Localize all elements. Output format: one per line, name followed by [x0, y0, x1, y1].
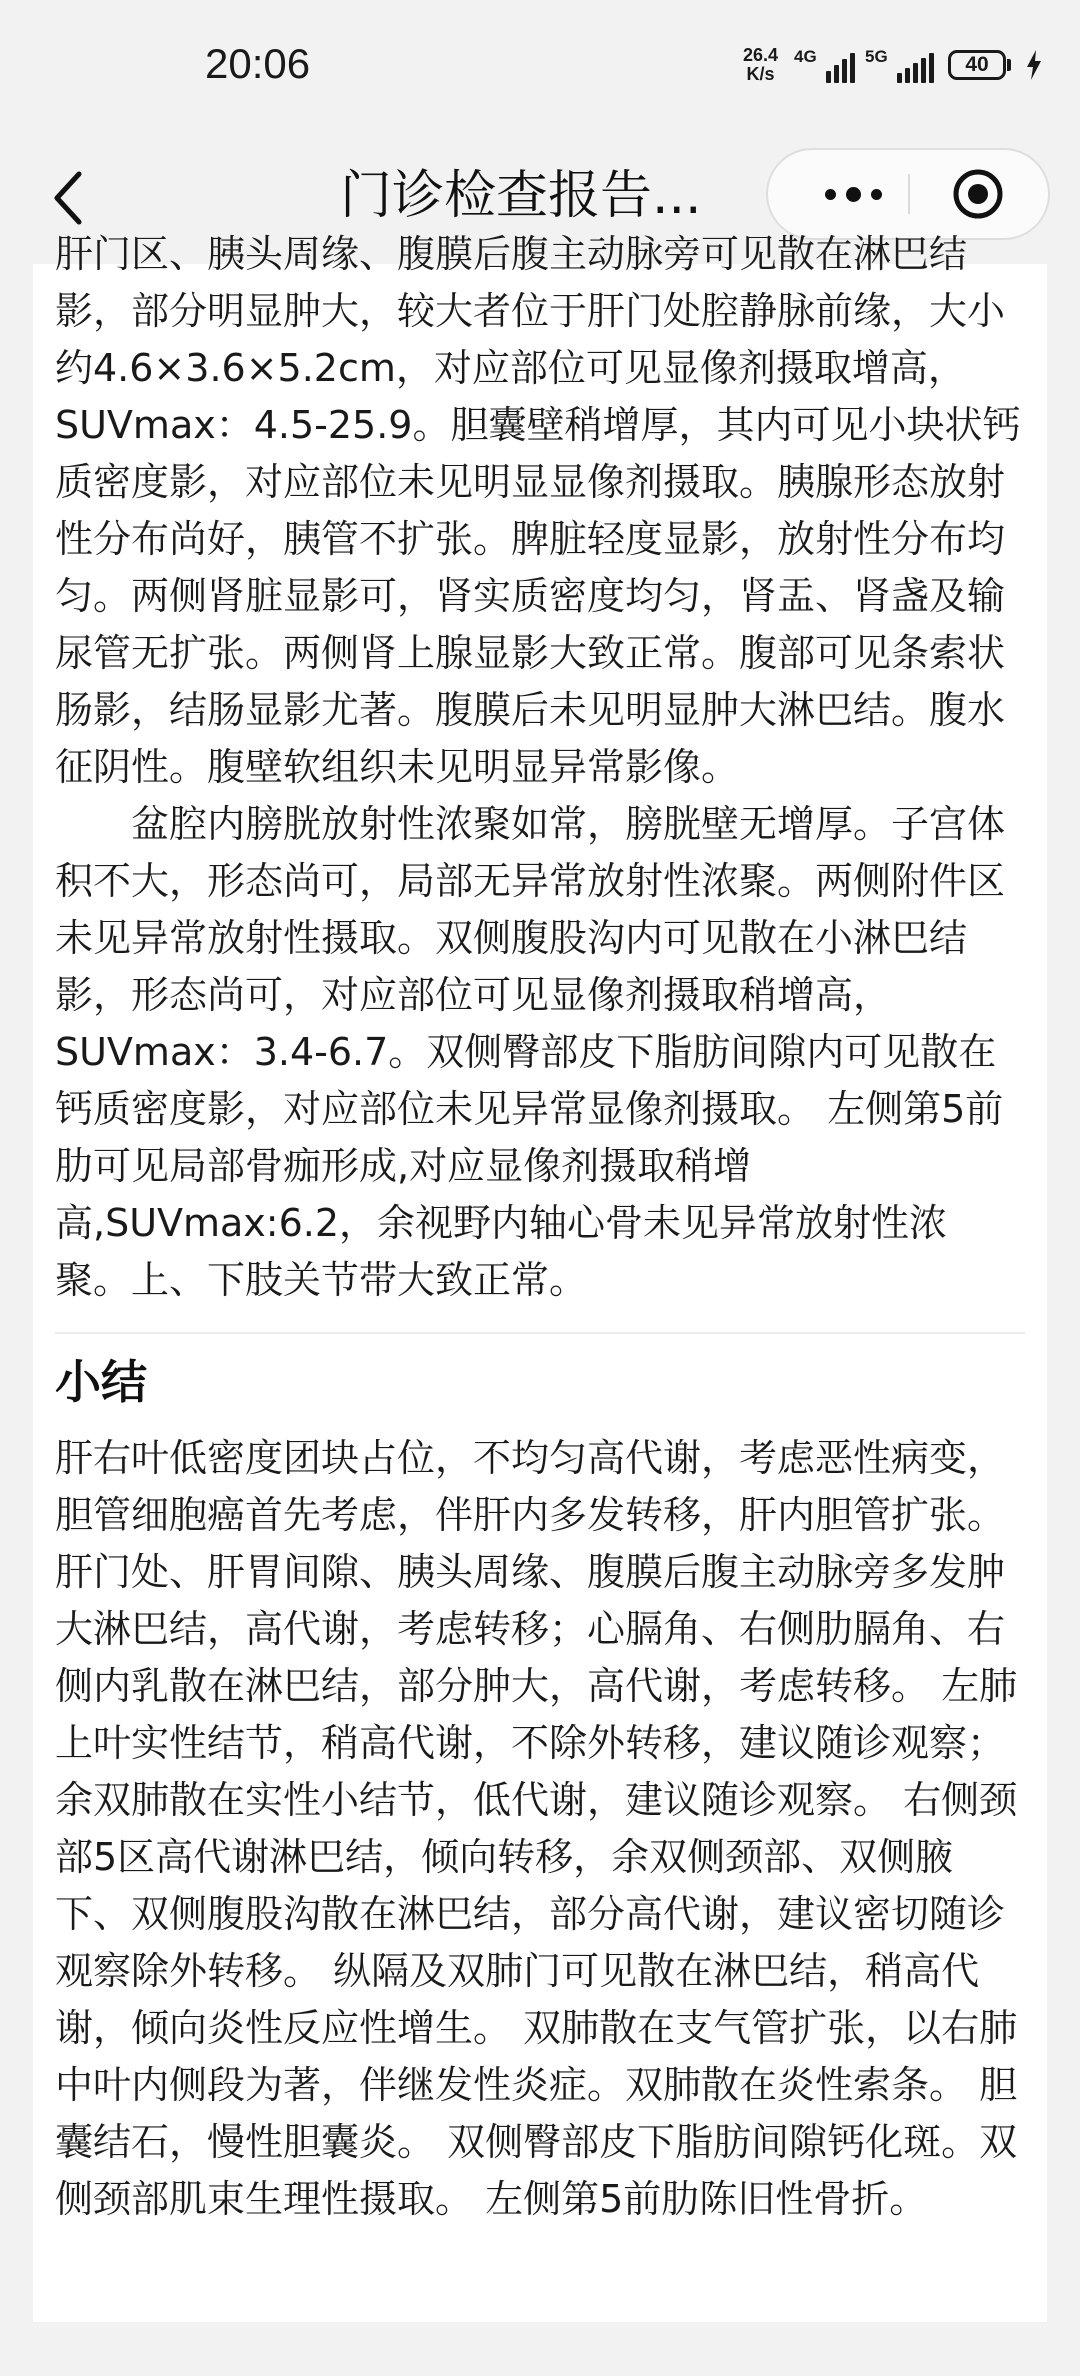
signal-5g-icon: [865, 47, 934, 83]
page-title: 门诊检查报告...: [340, 166, 702, 226]
signal-5g-label: 5G: [865, 47, 888, 66]
signal-4g-icon: [794, 47, 855, 83]
capsule-divider: [908, 174, 910, 214]
target-circle-icon[interactable]: [952, 168, 1004, 220]
status-icons: [743, 46, 1042, 84]
status-bar: [0, 0, 1080, 140]
more-button[interactable]: [808, 150, 898, 238]
battery-icon: [948, 50, 1011, 80]
network-speed: [743, 46, 778, 84]
signal-4g-label: 4G: [794, 47, 817, 66]
section-divider: [55, 1332, 1025, 1334]
bolt-icon: [1026, 50, 1042, 80]
abdomen-findings: 肝门区、胰头周缘、腹膜后腹主动脉旁可见散在淋巴结影，部分明显肿大，较大者位于肝门处腔静脉前缘，大小约4.6×3.6×5.2cm，对应部位可见显像剂摄取增高，SUVmax：4.5-25.9。胆囊壁稍增厚，其内可见小块状钙质密度影，对应部位未见明显显像剂摄取。胰腺形态放射性分布尚好，胰管不扩张。脾脏轻度显影，放射性分布均匀。两侧肾脏显影可，肾实质密度均匀，肾盂、肾盏及输尿管无扩张。两侧肾上腺显影大致正常。腹部可见条索状肠影，结肠显影尤著。腹膜后未见明显肿大淋巴结。腹水征阴性。腹壁软组织未见明显异常影像。: [55, 232, 1021, 789]
more-dots-icon: [825, 189, 836, 200]
battery-level: 40: [965, 53, 989, 76]
back-button[interactable]: [38, 162, 98, 234]
chevron-left-icon: [51, 170, 85, 226]
summary-heading: 小结: [55, 1355, 147, 1409]
report-card: [33, 232, 1047, 2322]
status-time: 20:06: [205, 40, 311, 87]
network-speed-unit: K/s: [746, 64, 775, 84]
pelvis-findings: 盆腔内膀胱放射性浓聚如常，膀胱壁无增厚。子宫体积不大，形态尚可，局部无异常放射性浓聚。两侧附件区未见异常放射性摄取。双侧腹股沟内可见散在小淋巴结影，形态尚可，对应部位可见显像剂摄取稍增高，SUVmax：3.4-6.7。双侧臀部皮下脂肪间隙内可见散在钙质密度影，对应部位未见异常显像剂摄取。 左侧第5前肋可见局部骨痂形成,对应显像剂摄取稍增高,SUVmax:6.2，余视野内轴心骨未见异常放射性浓聚。上、下肢关节带大致正常。: [55, 802, 1006, 1302]
network-speed-value: 26.4: [742, 45, 778, 65]
summary-text: 肝右叶低密度团块占位，不均匀高代谢，考虑恶性病变，胆管细胞癌首先考虑，伴肝内多发转移，肝内胆管扩张。 肝门处、肝胃间隙、胰头周缘、腹膜后腹主动脉旁多发肿大淋巴结，高代谢，考虑转移；心膈角、右侧肋膈角、右侧内乳散在淋巴结，部分肿大，高代谢，考虑转移。 左肺上叶实性结节，稍高代谢，不除外转移，建议随诊观察；余双肺散在实性小结节，低代谢，建议随诊观察。 右侧颈部5区高代谢淋巴结，倾向转移，余双侧颈部、双侧腋下、双侧腹股沟散在淋巴结，部分高代谢，建议密切随诊观察除外转移。 纵隔及双肺门可见散在淋巴结，稍高代谢，倾向炎性反应性增生。 双肺散在支气管扩张，以右肺中叶内侧段为著，伴继发性炎症。双肺散在炎性索条。 胆囊结石，慢性胆囊炎。 双侧臀部皮下脂肪间隙钙化斑。双侧颈部肌束生理性摄取。 左侧第5前肋陈旧性骨折。: [55, 1436, 1018, 2221]
